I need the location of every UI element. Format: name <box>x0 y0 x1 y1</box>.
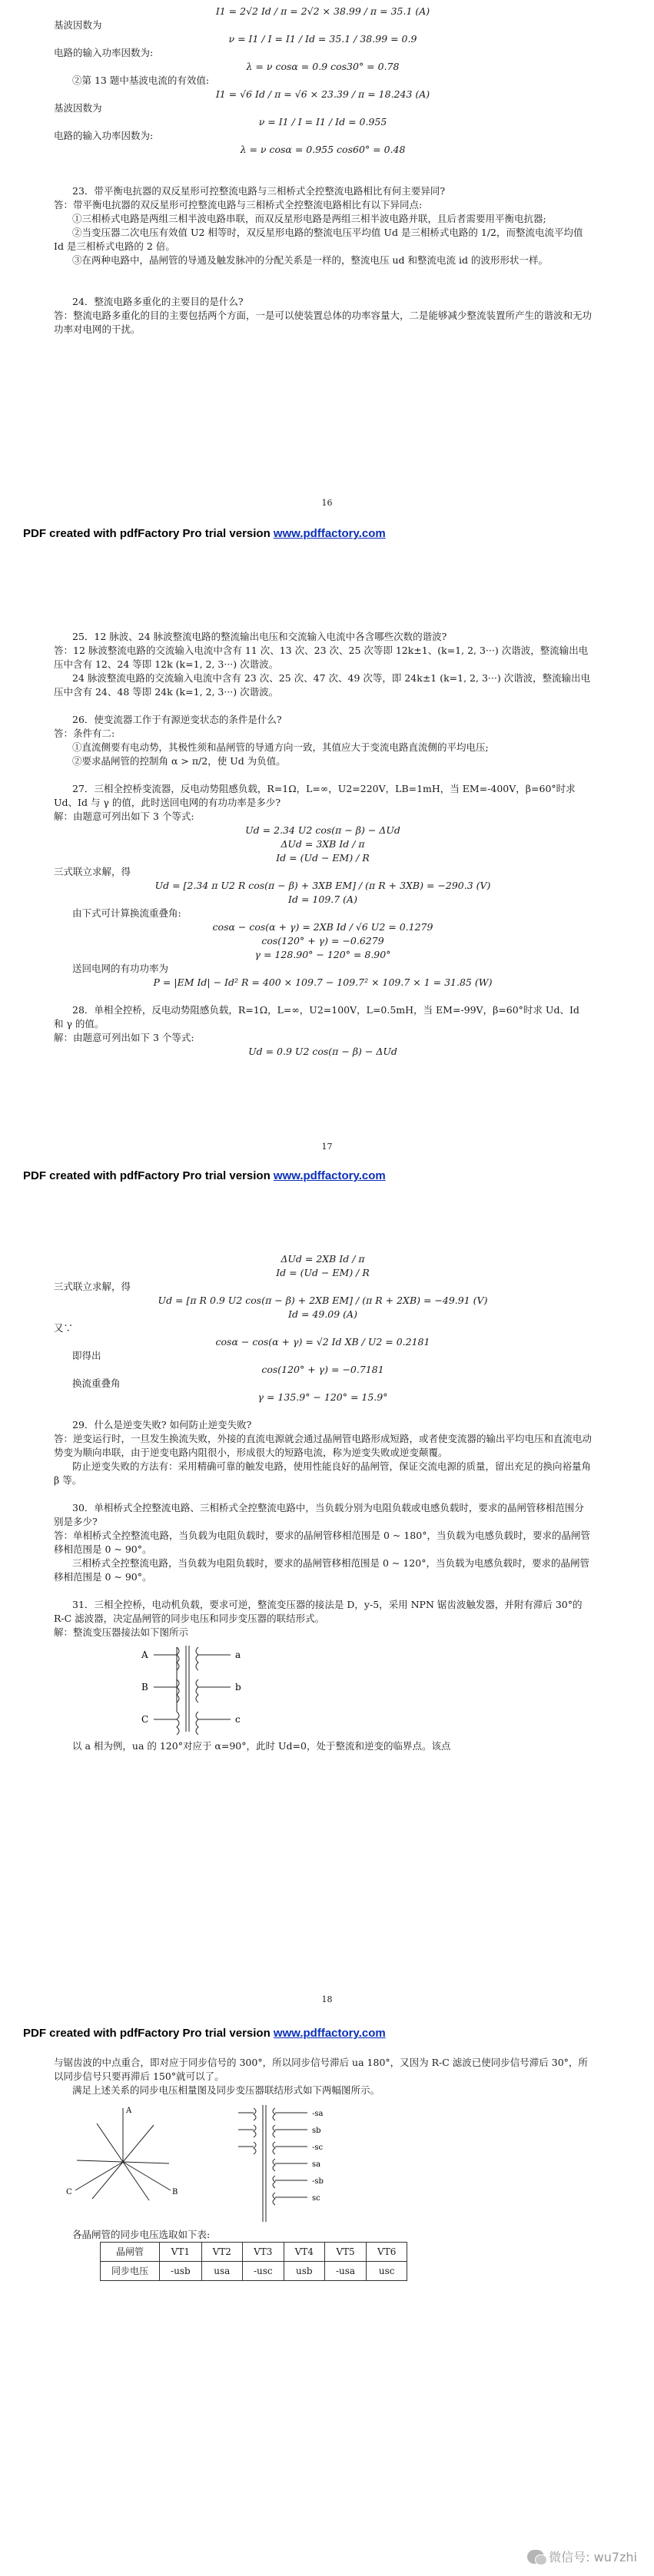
table-cell: VT3 <box>242 2243 284 2262</box>
answer-30-part-2: 三相桥式全控整流电路，当负载为电阻负载时，要求的晶闸管移相范围是 0 ~ 120°，当负载为电感负载时，要求的晶闸管移相范围是 0 ~ 90°。 <box>54 1557 589 1583</box>
answer-24: 答：整流电路多重化的目的主要包括两个方面，一是可以使装置总体的功率容量大，二是能够减少整流装置所产生的谐波和无功功率对电网的干扰。 <box>54 310 593 335</box>
answer-23-point-1: ①三相桥式电路是两组三相半波电路串联，而双反星形电路是两组三相半波电路并联，且后者需要用平衡电抗器; <box>72 213 546 224</box>
table-cell: VT6 <box>367 2243 407 2262</box>
question-30: 30．单相桥式全控整流电路、三相桥式全控整流电路中，当负载分别为电阻负载或电感负载时，要求的晶闸管移相范围分别是多少? <box>54 1502 584 1527</box>
answer-23-point-3: ③在两种电路中，晶闸管的导通及触发脉冲的分配关系是一样的，整流电压 ud 和整流电流 id 的波形形状一样。 <box>72 254 548 266</box>
table-cell: VT1 <box>160 2243 202 2262</box>
sync-voltage-table <box>100 2242 407 2281</box>
equation: γ = 135.9° − 120° = 15.9° <box>257 1391 388 1403</box>
table-row <box>101 2262 407 2281</box>
equation: Ud = 2.34 U2 cos(π − β) − ΔUd <box>245 824 400 836</box>
wechat-watermark <box>527 2548 637 2565</box>
page-number: 17 <box>321 1142 333 1152</box>
text-line: ②第 13 题中基波电流的有效值: <box>72 75 210 86</box>
text-line: 电路的输入功率因数为: <box>54 130 154 141</box>
text-line: 电路的输入功率因数为: <box>54 47 154 58</box>
page-number: 16 <box>321 498 333 508</box>
question-31: 31．三相全控桥，电动机负载，要求可逆，整流变压器的接法是 D，y-5，采用 NPN 锯齿波触发器，并附有滞后 30°的 R-C 滤波器，决定晶闸管的同步电压和同步变压器的联结形式。 <box>54 1599 583 1624</box>
equation: Ud = 0.9 U2 cos(π − β) − ΔUd <box>248 1046 397 1057</box>
pdf-banner <box>23 2027 386 2040</box>
table-cell: VT4 <box>284 2243 324 2262</box>
solution-31-intro: 解：整流变压器接法如下图所示 <box>54 1626 189 1638</box>
label-a: a <box>235 1649 241 1660</box>
equation: cos(120° + γ) = −0.6279 <box>261 935 384 947</box>
text-line: 以 a 相为例，ua 的 120°对应于 α=90°，此时 Ud=0，处于整流和逆变的临界点。该点 <box>72 1740 451 1752</box>
equation: cos(120° + γ) = −0.7181 <box>261 1364 384 1375</box>
equation: ν = I1 / I = I1 / Id = 35.1 / 38.99 = 0.9 <box>228 33 417 45</box>
answer-23: 答：带平衡电抗器的双反星形可控整流电路与三相桥式全控整流电路相比有以下异同点: <box>54 199 423 211</box>
banner-text: PDF created with pdfFactory Pro trial version <box>23 1169 274 1182</box>
label-C: C <box>141 1714 149 1725</box>
banner-link[interactable]: www.pdffactory.com <box>273 1169 386 1182</box>
question-23: 23．带平衡电抗器的双反星形可控整流电路与三相桥式全控整流电路相比有何主要异同? <box>72 185 446 197</box>
equation: Id = (Ud − EM) / R <box>276 1267 370 1278</box>
table-cell: -usb <box>160 2262 202 2281</box>
text-line: 送回电网的有功功率为 <box>72 963 169 974</box>
equation: γ = 128.90° − 120° = 8.90° <box>254 949 391 960</box>
answer-23-point-2: ②当变压器二次电压有效值 U2 相等时，双反星形电路的整流电压平均值 Ud 是三相桥式电路的 1/2，而整流电流平均值 Id 是三相桥式电路的 2 倍。 <box>54 227 583 252</box>
banner-text: PDF created with pdfFactory Pro trial version <box>23 527 274 540</box>
sync-label: -sa <box>312 2110 324 2118</box>
equation: cosα − cos(α + γ) = √2 Id XB / U2 = 0.2181 <box>215 1336 430 1348</box>
page-18-content <box>54 1252 592 1753</box>
table-cell: 同步电压 <box>101 2262 160 2281</box>
answer-26-intro: 答：条件有二: <box>54 728 115 739</box>
table-cell: usa <box>201 2262 242 2281</box>
text-line: 即得出 <box>72 1350 101 1361</box>
table-cell: VT5 <box>324 2243 366 2262</box>
phasor-label-A: A <box>126 2107 132 2115</box>
pdf-banner <box>23 527 386 540</box>
table-caption: 各晶闸管的同步电压选取如下表: <box>72 2229 211 2240</box>
sync-label: -sb <box>312 2177 324 2186</box>
text-line: 由下式可计算换流重叠角: <box>72 907 181 919</box>
equation: Ud = [π R 0.9 U2 cos(π − β) + 2XB EM] / (π R + 2XB) = −49.91 (V) <box>158 1295 488 1306</box>
answer-26-point-1: ①直流侧要有电动势，其极性须和晶闸管的导通方向一致，其值应大于变流电路直流侧的平均电压; <box>72 741 489 753</box>
question-29: 29．什么是逆变失败? 如何防止逆变失败? <box>72 1419 252 1431</box>
equation: I1 = 2√2 Id / π = 2√2 × 38.99 / π = 35.1 (A) <box>215 5 430 17</box>
sync-transformer-diagram <box>223 2102 453 2225</box>
question-28: 28．单相全控桥，反电动势阻感负载，R=1Ω，L=∞，U2=100V，L=0.5mH，当 EM=-99V，β=60°时求 Ud、Id 和 γ 的值。 <box>54 1004 579 1029</box>
table-row <box>101 2243 407 2262</box>
text-line: 又∵ <box>54 1322 74 1334</box>
question-26: 26．使变流器工作于有源逆变状态的条件是什么? <box>72 714 282 725</box>
answer-26-point-2: ②要求晶闸管的控制角 α > π/2，使 Ud 为负值。 <box>72 755 286 767</box>
question-24: 24．整流电路多重化的主要目的是什么? <box>72 296 244 307</box>
question-27: 27．三相全控桥变流器，反电动势阻感负载，R=1Ω，L=∞，U2=220V，LB=1mH，当 EM=-400V，β=60°时求 Ud、Id 与 γ 的值，此时送回电网的有功功率是多少? <box>54 783 576 808</box>
sync-label: sa <box>312 2160 321 2169</box>
label-A: A <box>141 1649 148 1660</box>
equation: λ = ν cosα = 0.9 cos30° = 0.78 <box>246 61 400 72</box>
text-line: 三式联立求解，得 <box>54 866 131 877</box>
answer-29-part-2: 防止逆变失败的方法有：采用精确可靠的触发电路，使用性能良好的晶闸管，保证交流电源的质量，留出充足的换向裕量角 β 等。 <box>54 1460 592 1486</box>
solution-28-intro: 解：由题意可列出如下 3 个等式: <box>54 1032 194 1043</box>
banner-link[interactable]: www.pdffactory.com <box>273 527 386 540</box>
text-line: 换流重叠角 <box>72 1378 121 1389</box>
sync-label: -sc <box>312 2143 324 2152</box>
equation: Id = 109.7 (A) <box>288 893 357 905</box>
table-cell: -usc <box>242 2262 284 2281</box>
watermark-text: 微信号: wu7zhi <box>549 2550 637 2564</box>
equation: Id = (Ud − EM) / R <box>276 852 370 864</box>
text-line: 三式联立求解，得 <box>54 1281 131 1292</box>
pdf-banner <box>23 1169 386 1182</box>
label-c: c <box>235 1714 241 1725</box>
equation: P = |EM Id| − Id² R = 400 × 109.7 − 109.7² × 109.7 × 1 = 31.85 (W) <box>153 976 493 988</box>
text-line: 满足上述关系的同步电压相量图及同步变压器联结形式如下两幅图所示。 <box>72 2084 380 2096</box>
page-16-content <box>54 5 592 337</box>
text-line: 基波因数为 <box>54 102 102 114</box>
equation: ΔUd = 3XB Id / π <box>281 838 365 850</box>
table-cell: VT2 <box>201 2243 242 2262</box>
table-cell: -usa <box>324 2262 366 2281</box>
equation: λ = ν cosα = 0.955 cos60° = 0.48 <box>240 144 406 155</box>
table-cell: 晶闸管 <box>101 2243 160 2262</box>
equation: Id = 49.09 (A) <box>288 1308 357 1320</box>
equation: ν = I1 / I = I1 / Id = 0.955 <box>258 116 387 128</box>
answer-30-part-1: 答：单相桥式全控整流电路，当负载为电阻负载时，要求的晶闸管移相范围是 0 ~ 180°，当负载为电感负载时，要求的晶闸管移相范围是 0 ~ 90°。 <box>54 1530 590 1555</box>
sync-label: sb <box>312 2127 321 2135</box>
banner-text: PDF created with pdfFactory Pro trial version <box>23 2027 274 2040</box>
transformer-connection-diagram <box>131 1639 392 1739</box>
solution-27-intro: 解：由题意可列出如下 3 个等式: <box>54 811 194 822</box>
page-19-content <box>54 2056 592 2281</box>
phasor-diagram <box>54 2102 192 2217</box>
equation: cosα − cos(α + γ) = 2XB Id / √6 U2 = 0.1279 <box>212 921 433 933</box>
text-line: 基波因数为 <box>54 19 102 31</box>
equation: I1 = √6 Id / π = √6 × 23.39 / π = 18.243 (A) <box>215 88 430 100</box>
answer-29-part-1: 答：逆变运行时，一旦发生换流失败，外接的直流电源就会通过晶闸管电路形成短路，或者使变流器的输出平均电压和直流电动势变为顺向串联，由于逆变电路内阻很小，形成很大的短路电流，称为逆变失败或逆变颠覆。 <box>54 1433 593 1458</box>
table-cell: usb <box>284 2262 324 2281</box>
table-cell: usc <box>367 2262 407 2281</box>
sync-label: sc <box>312 2194 320 2203</box>
phasor-label-B: B <box>172 2188 178 2196</box>
label-b: b <box>235 1682 241 1692</box>
answer-25-part-2: 24 脉波整流电路的交流输入电流中含有 23 次、25 次、47 次、49 次等，即 24k±1 (k=1, 2, 3···) 次谐波，整流输出电压中含有 24、48 等即 24k (k=1, 2, 3···) 次谐波。 <box>54 672 591 698</box>
equation: Ud = [2.34 π U2 R cos(π − β) + 3XB EM] / (π R + 3XB) = −290.3 (V) <box>154 880 491 891</box>
equation: ΔUd = 2XB Id / π <box>281 1253 365 1265</box>
page-number: 18 <box>321 1994 333 2004</box>
page-17-content <box>54 630 592 1059</box>
phasor-label-C: C <box>66 2188 72 2196</box>
answer-25-part-1: 答：12 脉波整流电路的交流输入电流中含有 11 次、13 次、23 次、25 次等即 12k±1、(k=1, 2, 3···) 次谐波，整流输出电压中含有 12、24 等即 12k (k=1, 2, 3···) 次谐波。 <box>54 645 589 670</box>
question-25: 25．12 脉波、24 脉波整流电路的整流输出电压和交流输入电流中各含哪些次数的谐波? <box>72 631 447 642</box>
text-line: 与锯齿波的中点重合，即对应于同步信号的 300°，所以同步信号滞后 ua 180°，又因为 R-C 滤波已使同步信号滞后 30°，所以同步信号只要再滞后 150°就可以了。 <box>54 2057 588 2082</box>
banner-link[interactable]: www.pdffactory.com <box>273 2027 386 2040</box>
wechat-icon <box>527 2550 544 2564</box>
label-B: B <box>141 1682 148 1692</box>
